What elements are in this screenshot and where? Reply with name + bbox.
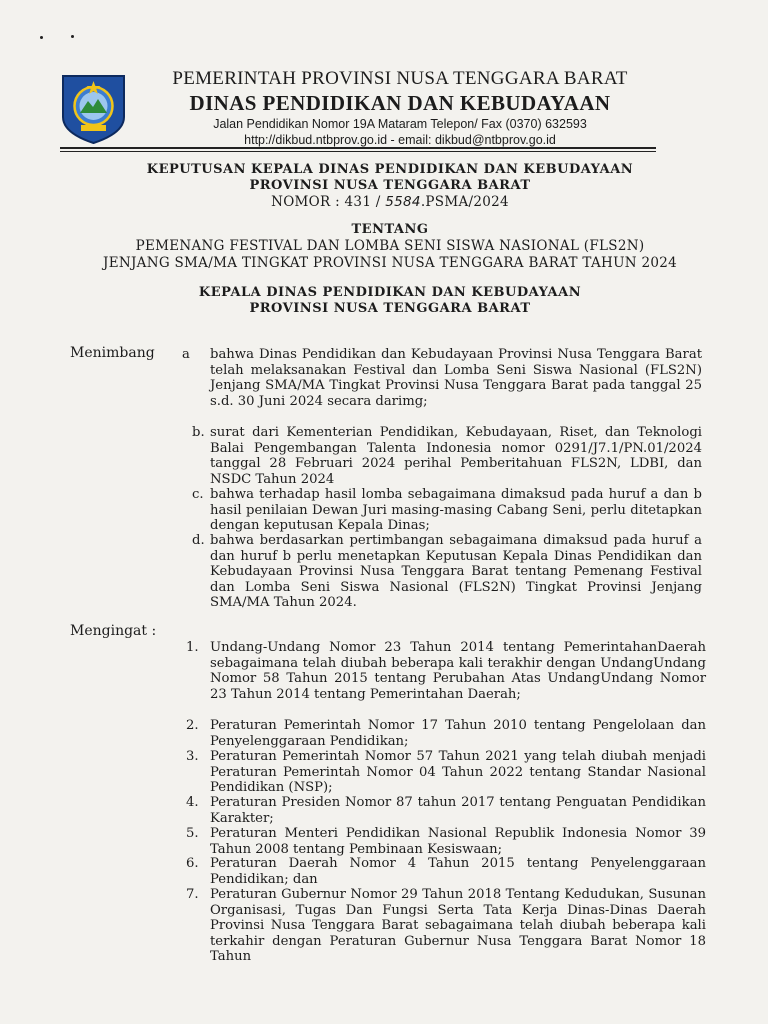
scan-speck [40,36,43,39]
decree-number [60,194,720,210]
mengingat-item-7: Peraturan Gubernur Nomor 29 Tahun 2018 Tentang Kedudukan, Susunan Organisasi, Tugas Dan Fungsi Serta Tata Kerja Dinas-Dinas Daerah Provinsi Nusa Tenggara Barat sebagaimana telah diubah beberapa kali terkahir dengan Peraturan Gubernur Nusa Tenggara Barat Nomor 18 Tahun [210,887,706,965]
mengingat-mark-4: 4. [186,795,199,810]
decree-number-suffix: .PSMA/2024 [420,194,509,210]
menimbang-mark-a: a [182,347,190,362]
menimbang-mark-b: b. [192,425,205,440]
ntb-province-emblem-icon [60,73,127,145]
decree-number-prefix: NOMOR : 431 / [271,194,381,210]
menimbang-mark-d: d. [192,533,205,548]
mengingat-mark-7: 7. [186,887,199,902]
mengingat-mark-6: 6. [186,856,199,871]
mengingat-mark-5: 5. [186,826,199,841]
letterhead-rule [60,147,656,149]
mengingat-mark-1: 1. [186,640,199,655]
official-title-line2: PROVINSI NUSA TENGGARA BARAT [249,301,531,316]
menimbang-label: Menimbang [70,345,155,361]
subject-line2: JENJANG SMA/MA TINGKAT PROVINSI NUSA TENGGARA BARAT TAHUN 2024 [102,255,678,271]
agency-web-email: http://dikbud.ntbprov.go.id - email: dikbud@ntbprov.go.id [244,133,556,147]
scan-speck [71,35,74,38]
mengingat-item-5: Peraturan Menteri Pendidikan Nasional Republik Indonesia Nomor 39 Tahun 2008 tentang Pembinaan Kesiswaan; [210,826,706,857]
menimbang-mark-c: c. [192,487,204,502]
government-name: PEMERINTAH PROVINSI NUSA TENGGARA BARAT [172,68,628,89]
mengingat-item-1: Undang-Undang Nomor 23 Tahun 2014 tentang PemerintahanDaerah sebagaimana telah diubah beberapa kali terakhir dengan UndangUndang Nomor 58 Tahun 2015 tentang Perubahan Atas UndangUndang Nomor 23 Tahun 2014 tentang Pemerintahan Daerah; [210,640,706,702]
agency-name: DINAS PENDIDIKAN DAN KEBUDAYAAN [189,91,611,115]
subject-line1: PEMENANG FESTIVAL DAN LOMBA SENI SISWA NASIONAL (FLS2N) [135,238,645,254]
menimbang-item-a: bahwa Dinas Pendidikan dan Kebudayaan Provinsi Nusa Tenggara Barat telah melaksanakan Festival dan Lomba Seni Siswa Nasional (FLS2N) Jenjang SMA/MA Tingkat Provinsi Nusa Tenggara Barat pada tanggal 25 s.d. 30 Juni 2024 secara darimg; [210,347,702,409]
decree-number-handwritten: 5584 [385,194,421,210]
mengingat-mark-2: 2. [186,718,199,733]
decree-title-line1: KEPUTUSAN KEPALA DINAS PENDIDIKAN DAN KEBUDAYAAN [146,162,634,177]
official-title-line1: KEPALA DINAS PENDIDIKAN DAN KEBUDAYAAN [198,285,582,300]
menimbang-item-c: bahwa terhadap hasil lomba sebagaimana dimaksud pada huruf a dan b hasil penilaian Dewan Juri masing-masing Cabang Seni, perlu ditetapkan dengan keputusan Kepala Dinas; [210,487,702,534]
mengingat-item-2: Peraturan Pemerintah Nomor 17 Tahun 2010 tentang Pengelolaan dan Penyelenggaraan Pendidikan; [210,718,706,749]
agency-address: Jalan Pendidikan Nomor 19A Mataram Telepon/ Fax (0370) 632593 [213,117,587,131]
mengingat-item-3: Peraturan Pemerintah Nomor 57 Tahun 2021 yang telah diubah menjadi Peraturan Pemerintah Nomor 04 Tahun 2022 tentang Standar Nasional Pendidikan (NSP); [210,749,706,796]
about-label: TENTANG [351,222,429,237]
mengingat-item-4: Peraturan Presiden Nomor 87 tahun 2017 tentang Penguatan Pendidikan Karakter; [210,795,706,826]
mengingat-mark-3: 3. [186,749,199,764]
letterhead-rule-thin [60,151,656,152]
menimbang-item-b: surat dari Kementerian Pendidikan, Kebudayaan, Riset, dan Teknologi Balai Pengembangan Talenta Indonesia nomor 0291/J7.1/PN.01/2024 tanggal 28 Februari 2024 perihal Pemberitahuan FLS2N, LDBI, dan NSDC Tahun 2024 [210,425,702,487]
menimbang-item-d: bahwa berdasarkan pertimbangan sebagaimana dimaksud pada huruf a dan huruf b perlu menetapkan Keputusan Kepala Dinas Pendidikan dan Kebudayaan Provinsi Nusa Tenggara Barat tentang Pemenang Festival dan Lomba Seni Siswa Nasional (FLS2N) Tingkat Provinsi Jenjang SMA/MA Tahun 2024. [210,533,702,611]
decree-title-line2: PROVINSI NUSA TENGGARA BARAT [249,178,531,193]
letterhead [140,68,660,148]
mengingat-label: Mengingat : [70,623,157,639]
mengingat-item-6: Peraturan Daerah Nomor 4 Tahun 2015 tentang Penyelenggaraan Pendidikan; dan [210,856,706,887]
